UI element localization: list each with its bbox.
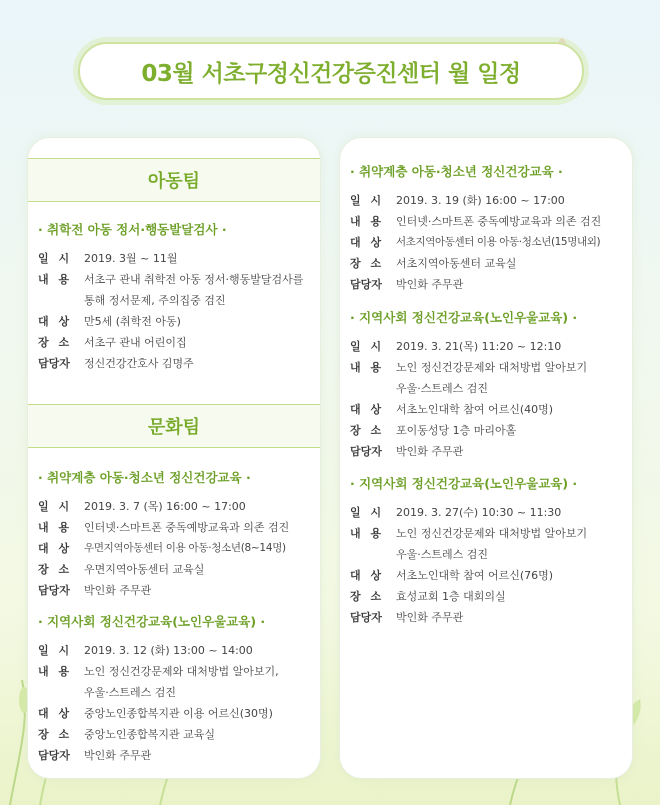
program-place-row bbox=[340, 420, 632, 441]
date-label: 일 시 bbox=[350, 506, 385, 519]
program-place-row bbox=[340, 586, 632, 607]
program-block bbox=[28, 220, 320, 374]
content-label: 내 용 bbox=[38, 665, 73, 678]
program-manager-row bbox=[340, 607, 632, 628]
date-label: 일 시 bbox=[350, 340, 385, 353]
program-manager-row bbox=[340, 441, 632, 462]
program-content-row bbox=[28, 517, 320, 538]
schedule-panel-left bbox=[28, 138, 320, 778]
program-place: 서초구 관내 어린이집 bbox=[84, 336, 187, 349]
date-label: 일 시 bbox=[38, 252, 73, 265]
program-place-row bbox=[340, 253, 632, 274]
content-label: 내 용 bbox=[350, 527, 385, 540]
page-title: 03월 서초구정신건강증진센터 월 일정 bbox=[141, 60, 521, 87]
program-date: 2019. 3. 19 (화) 16:00 ~ 17:00 bbox=[396, 194, 565, 207]
schedule-panel-right bbox=[340, 138, 632, 778]
place-label: 장 소 bbox=[38, 336, 73, 349]
program-target-row bbox=[340, 399, 632, 420]
program-date: 2019. 3. 12 (화) 13:00 ~ 14:00 bbox=[84, 644, 253, 657]
program-date-row bbox=[340, 190, 632, 211]
program-date-row bbox=[340, 336, 632, 357]
place-label: 장 소 bbox=[350, 424, 385, 437]
page-title-banner bbox=[78, 42, 584, 100]
program-manager: 박인화 주무관 bbox=[396, 278, 464, 291]
place-label: 장 소 bbox=[350, 590, 385, 603]
program-date-row bbox=[340, 502, 632, 523]
program-block bbox=[340, 308, 632, 462]
program-target: 서초노인대학 참여 어르신(40명) bbox=[396, 403, 554, 416]
team-name: 문화팀 bbox=[147, 417, 201, 438]
program-date: 2019. 3. 27(수) 10:30 ~ 11:30 bbox=[396, 506, 562, 519]
program-block bbox=[28, 612, 320, 766]
place-label: 장 소 bbox=[38, 563, 73, 576]
program-manager: 정신건강간호사 김명주 bbox=[84, 357, 194, 370]
target-label: 대 상 bbox=[350, 569, 385, 582]
program-block bbox=[340, 474, 632, 628]
target-label: 대 상 bbox=[350, 403, 385, 416]
program-title: · 지역사회 정신건강교육(노인우울교육) · bbox=[38, 614, 266, 629]
program-manager-row bbox=[28, 580, 320, 601]
program-content-row bbox=[340, 523, 632, 565]
program-manager-row bbox=[28, 745, 320, 766]
program-place: 우면지역아동센터 교육실 bbox=[84, 563, 205, 576]
program-content-line: 서초구 관내 취학전 아동 정서·행동발달검사를 bbox=[84, 273, 304, 286]
program-date-row bbox=[28, 248, 320, 269]
program-target: 만5세 (취학전 아동) bbox=[84, 315, 181, 328]
target-label: 대 상 bbox=[38, 542, 73, 555]
program-content-row bbox=[340, 211, 632, 232]
program-content-line: 인터넷·스마트폰 중독예방교육과 의존 검진 bbox=[396, 215, 602, 228]
manager-label: 담당자 bbox=[350, 445, 382, 458]
program-target-row bbox=[340, 565, 632, 586]
program-content-line: 노인 정신건강문제와 대처방법 알아보기 bbox=[396, 361, 588, 374]
manager-label: 담당자 bbox=[38, 584, 70, 597]
program-target-row bbox=[28, 703, 320, 724]
program-title: · 지역사회 정신건강교육(노인우울교육) · bbox=[350, 310, 578, 325]
program-date: 2019. 3. 7 (목) 16:00 ~ 17:00 bbox=[84, 500, 246, 513]
program-title: · 취학전 아동 정서·행동발달검사 · bbox=[38, 222, 227, 237]
date-label: 일 시 bbox=[38, 500, 73, 513]
program-manager: 박인화 주무관 bbox=[84, 749, 152, 762]
manager-label: 담당자 bbox=[350, 278, 382, 291]
program-manager-row bbox=[28, 353, 320, 374]
program-content-row bbox=[28, 661, 320, 703]
content-label: 내 용 bbox=[38, 521, 73, 534]
content-label: 내 용 bbox=[350, 361, 385, 374]
program-place-row bbox=[28, 332, 320, 353]
date-label: 일 시 bbox=[38, 644, 73, 657]
program-manager: 박인화 주무관 bbox=[396, 611, 464, 624]
program-place: 포이동성당 1층 마리아홀 bbox=[396, 424, 517, 437]
program-content-row bbox=[340, 357, 632, 399]
target-label: 대 상 bbox=[350, 236, 385, 249]
team-header-culture bbox=[28, 404, 320, 448]
program-content-row bbox=[28, 269, 320, 311]
program-place: 중앙노인종합복지관 교육실 bbox=[84, 728, 216, 741]
program-title: · 지역사회 정신건강교육(노인우울교육) · bbox=[350, 476, 578, 491]
date-label: 일 시 bbox=[350, 194, 385, 207]
program-manager-row bbox=[340, 274, 632, 295]
program-target-row bbox=[28, 538, 320, 559]
program-target-row bbox=[28, 311, 320, 332]
manager-label: 담당자 bbox=[38, 357, 70, 370]
manager-label: 담당자 bbox=[350, 611, 382, 624]
program-block bbox=[340, 162, 632, 295]
program-target: 중앙노인종합복지관 이용 어르신(30명) bbox=[84, 707, 273, 720]
place-label: 장 소 bbox=[350, 257, 385, 270]
team-name: 아동팀 bbox=[147, 171, 201, 192]
program-content-line: 우울·스트레스 검진 bbox=[396, 382, 489, 395]
program-date-row bbox=[28, 640, 320, 661]
program-place-row bbox=[28, 559, 320, 580]
target-label: 대 상 bbox=[38, 707, 73, 720]
program-title: · 취약계층 아동·청소년 정신건강교육 · bbox=[38, 470, 251, 485]
program-date-row bbox=[28, 496, 320, 517]
program-date: 2019. 3. 21(목) 11:20 ~ 12:10 bbox=[396, 340, 562, 353]
program-manager: 박인화 주무관 bbox=[396, 445, 464, 458]
program-content-line: 통해 정서문제, 주의집중 검진 bbox=[84, 294, 226, 307]
program-content-line: 노인 정신건강문제와 대처방법 알아보기, bbox=[84, 665, 279, 678]
program-block bbox=[28, 468, 320, 601]
program-target: 우면지역아동센터 이용 아동·청소년(8~14명) bbox=[84, 542, 286, 554]
program-content-line: 노인 정신건강문제와 대처방법 알아보기 bbox=[396, 527, 588, 540]
program-target: 서초지역아동센터 이용 아동·청소년(15명내외) bbox=[396, 236, 601, 248]
program-target: 서초노인대학 참여 어르신(76명) bbox=[396, 569, 554, 582]
program-target-row bbox=[340, 232, 632, 253]
team-header-child bbox=[28, 158, 320, 202]
content-label: 내 용 bbox=[38, 273, 73, 286]
program-content-line: 우울·스트레스 검진 bbox=[84, 686, 177, 699]
program-place-row bbox=[28, 724, 320, 745]
program-title: · 취약계층 아동·청소년 정신건강교육 · bbox=[350, 164, 563, 179]
place-label: 장 소 bbox=[38, 728, 73, 741]
program-place: 서초지역아동센터 교육실 bbox=[396, 257, 517, 270]
program-manager: 박인화 주무관 bbox=[84, 584, 152, 597]
content-label: 내 용 bbox=[350, 215, 385, 228]
target-label: 대 상 bbox=[38, 315, 73, 328]
program-content-line: 우울·스트레스 검진 bbox=[396, 548, 489, 561]
manager-label: 담당자 bbox=[38, 749, 70, 762]
program-place: 효성교회 1층 대회의실 bbox=[396, 590, 506, 603]
program-date: 2019. 3월 ~ 11월 bbox=[84, 252, 178, 265]
program-content-line: 인터넷·스마트폰 중독예방교육과 의존 검진 bbox=[84, 521, 290, 534]
